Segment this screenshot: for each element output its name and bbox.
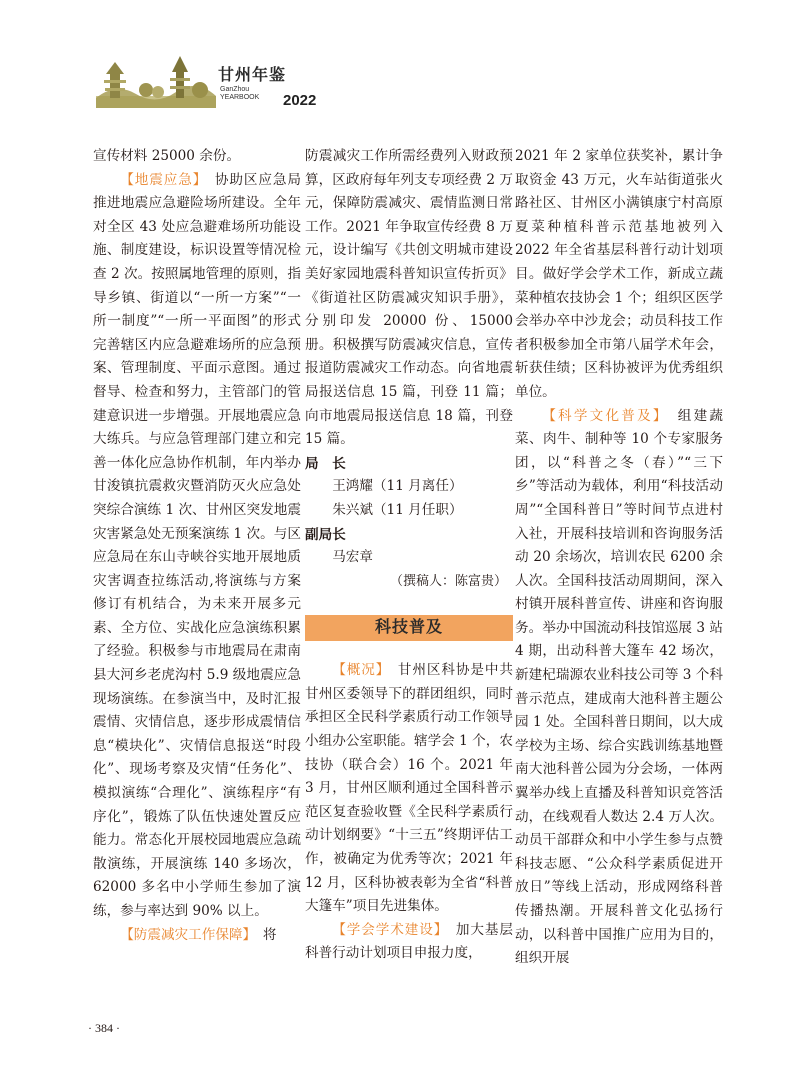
paragraph: 防震减灾工作所需经费列入财政预算，区政府每年列支专项经费 2 万元，保障防震减灾、震情监测日常工作。2021 年争取宣传经费 8 万元，设计编写《共创文明城市建设美好家园地震科普知识宣传折页》《街道社区防震减灾知识手册》，分别印发 20000 份、15000 册。积极撰写防震减灾信息，宣传报道防震减灾工作动态。向省地震局报送信息 15 篇，刊登 11 篇；向市地震局报送信息 18 篇，刊登 15 篇。 [305,148,513,448]
section-tag: 【概况】 [332,662,384,679]
paragraph-science-culture [515,405,723,971]
section-banner: 科技普及 [305,615,513,641]
yearbook-title: 甘州年鉴 [218,65,287,84]
paragraph-text: 将 [262,926,277,943]
section-tag: 【地震应急】 [120,171,201,188]
section-tag: 【防震减灾工作保障】 [120,926,250,943]
role-deputy-director: 副局长 [305,526,346,542]
column-middle [305,145,513,966]
column-right [515,145,723,971]
paragraph-academic [305,919,513,966]
person-name: 朱兴斌（11 月任职） [332,501,463,518]
paragraph-earthquake-response [93,169,301,924]
paragraph: 2021 年 2 家单位获奖补，累计争取资金 43 万元，火车站街道张火路社区、甘州区小满镇康宁村高原夏菜种植科普示范基地被列入 2022 年全省基层科普行动计划项目。做好学会学术工作，新成立蔬菜种植农技协会 1 个；组织区医学会举办卒中沙龙会；动员科技工作者积极参加全市第八届学术年会，斩获佳绩；区科协被评为优秀组织单位。 [515,148,723,400]
paragraph-text: 甘州区科协是中共甘州区委领导下的群团组织，同时承担区全民科学素质行动工作领导小组办公室职能。辖学会 1 个，农技协（联合会）16 个。2021 年 3 月，甘州区顺利通过全国科普示范区复查验收暨《全民科学素质行动计划纲要》“十三五”终期评估工作，被确定为优秀等次；2021 年 12 月，区科协被表彰为全省“科普大篷车”项目先进集体。 [305,662,514,915]
yearbook-year: 2022 [283,92,317,109]
paragraph: 宣传材料 25000 余份。 [93,148,241,164]
person-name: 王鸿耀（11 月离任） [332,478,463,495]
yearbook-title-en: GanZhou YEARBOOK [220,86,260,101]
author-credit: （撰稿人：陈富贵） [389,573,507,589]
section-tag: 【学会学术建设】 [332,921,442,938]
column-left [93,145,301,947]
paragraph-text: 组建蔬菜、肉牛、制种等 10 个专家服务团，以“科普之冬（春）”“三下乡”等活动为载体，利用“科技活动周”“全国科普日”等时间节点进村入社，开展科技培训和咨询服务活动 20 余场次，培训农民 6200 余人次。全国科技活动周期间，深入村镇开展科普宣传、讲座和咨询服务。举办中国流动科技馆巡展 3 站 4 期，出动科普大篷车 42 场次，新建杞瑞源农业科技公司等 3 个科普示范点，建成南大池科普主题公园 1 处。全国科普日期间，以大成学校为主场、综合实践训练基地暨南大池科普公园为分会场，一体两翼举办线上直播及科普知识竞答活动，在线观看人数达 2.4 万人次。动员干部群众和中小学生参与点赞科技志愿、“公众科学素质促进开放日”等线上活动，形成网络科普传播热潮。开展科普文化弘扬行动，以科普中国推广应用为目的，组织开展 [515,407,724,967]
paragraph-disaster-guarantee [93,924,301,948]
paragraph-overview [305,659,513,919]
paragraph-text: 协助区应急局推进地震应急避险场所建设。全年对全区 43 处应急避难场所功能设施、制度建设，标识设置等情况检查 2 次。按照属地管理的原则，指导乡镇、街道以“一所一方案”“一所一制度”“一所一平面图”的形式完善辖区内应急避难场所的应急预案、管理制度、平面示意图。通过督导、检查和努力，主管部门的管建意识进一步增强。开展地震应急大练兵。与应急管理部门建立和完善一体化应急协作机制，年内举办甘浚镇抗震救灾暨消防灭火应急处突综合演练 1 次、甘州区突发地震灾害紧急处无预案演练 1 次。与区应急局在东山寺峡谷实地开展地质灾害调查拉练活动,将演练与方案修订有机结合，为未来开展多元素、全方位、实战化应急演练积累了经验。积极参与市地震局在肃南县大河乡老虎沟村 5.9 级地震应急现场演练。在参演当中，及时汇报震情、灾情信息，逐步形成震情信息“模块化”、灾情信息报送“时段化”、现场考察及灾情“任务化”、模拟演练“合理化”、演练程序“有序化”，锻炼了队伍快速处置反应能力。常态化开展校园地震应急疏散演练，开展演练 140 多场次，62000 多名中小学师生参加了演练，参与率达到 90% 以上。 [93,171,302,919]
paragraph-text: 加大基层科普行动计划项目申报力度， [305,921,514,962]
pagoda-landscape-logo [96,52,216,112]
section-tag: 【科学文化普及】 [542,407,662,424]
page-number: · 384 · [88,1021,120,1035]
role-director: 局 长 [305,455,346,471]
person-name: 马宏章 [332,549,373,566]
